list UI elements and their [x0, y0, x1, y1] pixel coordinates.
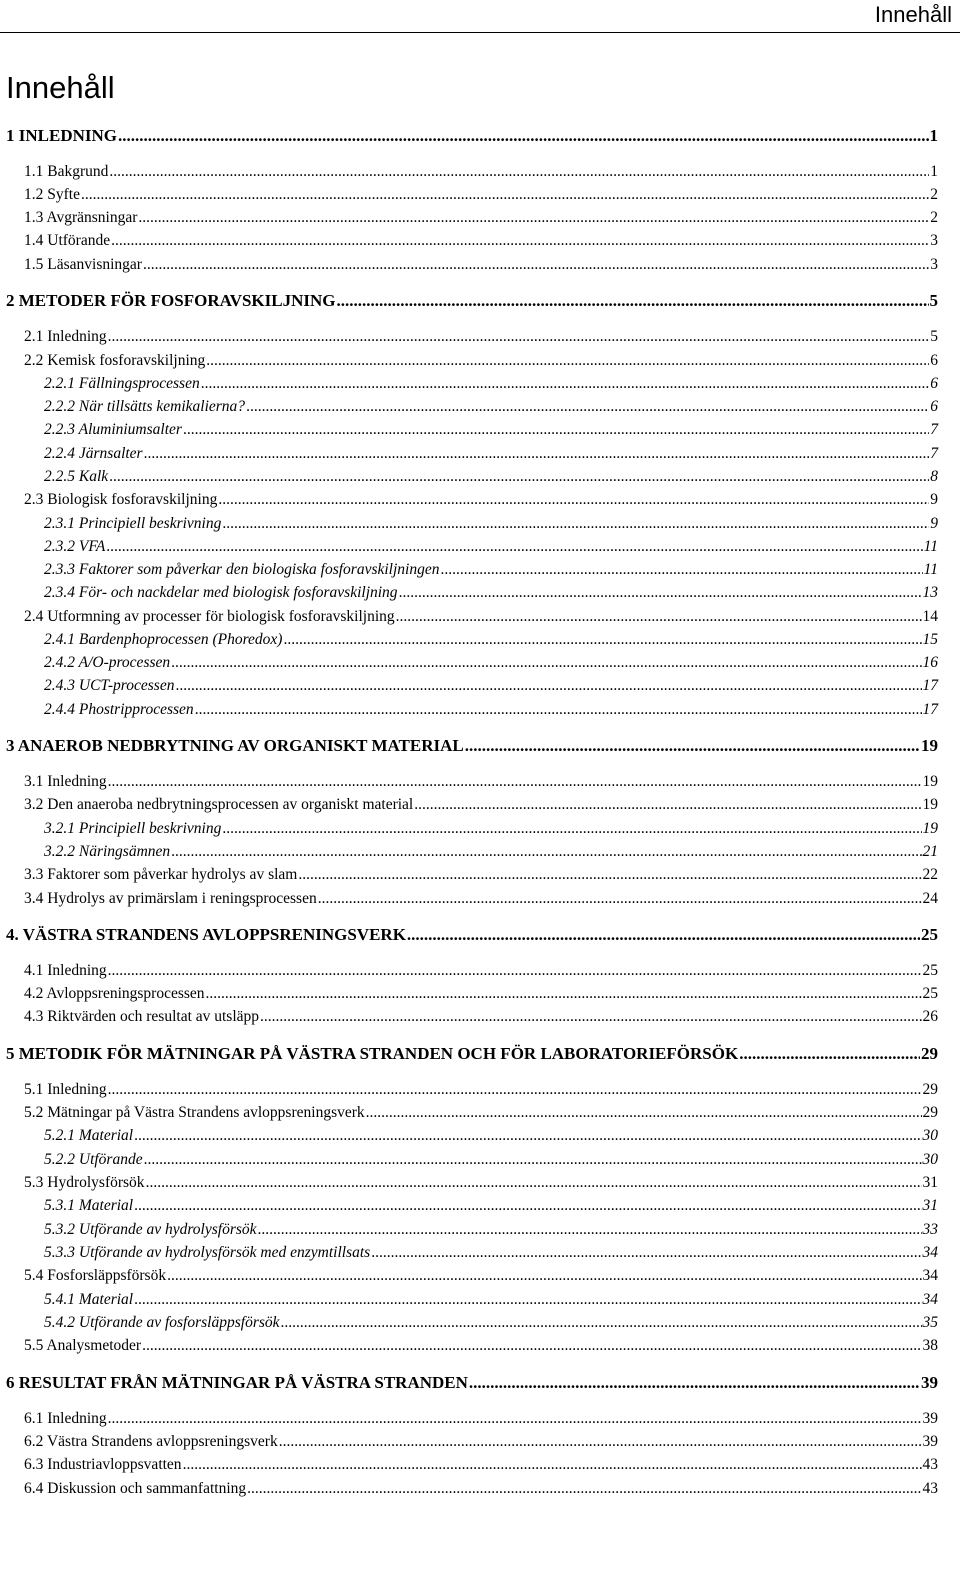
dot-leader [142, 1337, 921, 1355]
dot-leader [469, 1373, 920, 1393]
dot-leader [260, 1008, 921, 1026]
dot-leader [337, 291, 929, 311]
toc-entry-page-number: 26 [922, 1008, 938, 1025]
dot-leader [407, 925, 920, 945]
toc-entry-label: 1.3 Avgränsningar [24, 209, 138, 226]
toc-entry[interactable] [24, 773, 938, 791]
dot-leader [279, 1433, 922, 1451]
toc-entry[interactable] [44, 1291, 938, 1309]
toc-entry-page-number: 14 [922, 608, 938, 625]
dot-leader [109, 163, 929, 181]
toc-entry-page-number: 29 [922, 1081, 938, 1098]
toc-entry-label: 5.3.2 Utförande av hydrolysförsök [44, 1221, 257, 1238]
toc-entry-page-number: 24 [922, 890, 938, 907]
dot-leader [201, 375, 930, 393]
dot-leader [143, 256, 929, 274]
toc-entry-page-number: 7 [930, 421, 938, 438]
toc-entry-page-number: 35 [922, 1314, 938, 1331]
toc-entry[interactable] [44, 1151, 938, 1169]
toc-entry[interactable] [44, 561, 938, 579]
toc-entry[interactable] [24, 1104, 938, 1122]
dot-leader [206, 352, 929, 370]
dot-leader [414, 796, 921, 814]
dot-leader [108, 773, 922, 791]
dot-leader [183, 1456, 922, 1474]
toc-entry-page-number: 21 [922, 843, 938, 860]
toc-entry-page-number: 43 [922, 1456, 938, 1473]
toc-entry-label: 3.3 Faktorer som påverkar hydrolys av slam [24, 866, 298, 883]
toc-entry-page-number: 34 [922, 1267, 938, 1284]
toc-entry[interactable] [44, 538, 938, 556]
toc-entry-page-number: 25 [922, 962, 938, 979]
toc-entry-label: 2 METODER FÖR FOSFORAVSKILJNING [6, 291, 336, 310]
toc-entry[interactable] [24, 985, 938, 1003]
toc-entry-page-number: 6 [930, 375, 938, 392]
toc-entry-page-number: 8 [930, 468, 938, 485]
toc-entry-label: 3.2 Den anaeroba nedbrytningsprocessen av organiskt material [24, 796, 414, 813]
toc-entry[interactable] [44, 421, 938, 439]
dot-leader [109, 468, 929, 486]
toc-entry-page-number: 39 [922, 1433, 938, 1450]
toc-entry-label: 5 METODIK FÖR MÄTNINGAR PÅ VÄSTRA STRANDEN OCH FÖR LABORATORIEFÖRSÖK [6, 1044, 739, 1063]
toc-entry-page-number: 31 [922, 1174, 938, 1191]
dot-leader [366, 1104, 922, 1122]
toc-entry-label: 2.2.2 När tillsätts kemikalierna? [44, 398, 246, 415]
toc-entry[interactable] [24, 1081, 938, 1099]
dot-leader [183, 421, 929, 439]
toc-entry-label: 2.1 Inledning [24, 328, 107, 345]
dot-leader [175, 677, 921, 695]
toc-entry[interactable] [6, 925, 938, 945]
dot-leader [108, 1081, 922, 1099]
toc-entry[interactable] [24, 328, 938, 346]
dot-leader [281, 1314, 922, 1332]
dot-leader [108, 962, 922, 980]
toc-entry-label: 2.2.1 Fällningsprocessen [44, 375, 200, 392]
toc-entry-label: 2.4 Utformning av processer för biologisk fosforavskiljning [24, 608, 395, 625]
toc-entry-label: 1.2 Syfte [24, 186, 80, 203]
toc-entry-label: 2.3.3 Faktorer som påverkar den biologiska fosforavskiljningen [44, 561, 440, 578]
toc-entry[interactable] [24, 866, 938, 884]
toc-entry-page-number: 13 [922, 584, 938, 601]
toc-entry-page-number: 30 [922, 1127, 938, 1144]
toc-title: Innehåll [6, 70, 115, 105]
dot-leader [371, 1244, 921, 1262]
toc-entry-label: 5.3.1 Material [44, 1197, 134, 1214]
toc-entry-label: 5.1 Inledning [24, 1081, 107, 1098]
toc-entry-label: 3.2.2 Näringsämnen [44, 843, 171, 860]
toc-entry[interactable] [44, 445, 938, 463]
toc-entry-page-number: 19 [922, 820, 938, 837]
toc-entry-label: 3 ANAEROB NEDBRYTNING AV ORGANISKT MATERIAL [6, 736, 464, 755]
toc-entry-label: 2.2.5 Kalk [44, 468, 109, 485]
toc-entry[interactable] [24, 209, 938, 227]
toc-entry-label: 5.3.3 Utförande av hydrolysförsök med enzymtillsats [44, 1244, 371, 1261]
toc-entry[interactable] [24, 256, 938, 274]
dot-leader [318, 890, 922, 908]
toc-entry[interactable] [44, 1221, 938, 1239]
dot-leader [222, 515, 929, 533]
toc-entry-page-number: 11 [923, 561, 938, 578]
toc-entry[interactable] [24, 1008, 938, 1026]
toc-entry[interactable] [44, 1244, 938, 1262]
toc-entry[interactable] [24, 1410, 938, 1428]
toc-entry-label: 5.4.1 Material [44, 1291, 134, 1308]
toc-entry-label: 5.4.2 Utförande av fosforsläppsförsök [44, 1314, 280, 1331]
dot-leader [396, 608, 922, 626]
dot-leader [195, 701, 922, 719]
toc-entry[interactable] [24, 608, 938, 626]
toc-entry[interactable] [6, 1373, 938, 1393]
toc-entry-label: 6.1 Inledning [24, 1410, 107, 1427]
dot-leader [298, 866, 921, 884]
toc-entry[interactable] [44, 584, 938, 602]
toc-entry[interactable] [24, 232, 938, 250]
toc-entry[interactable] [24, 1480, 938, 1498]
dot-leader [81, 186, 929, 204]
dot-leader [171, 654, 921, 672]
toc-entry[interactable] [44, 1197, 938, 1215]
toc-entry-label: 2.2.3 Aluminiumsalter [44, 421, 182, 438]
toc-entry-label: 3.2.1 Principiell beskrivning [44, 820, 222, 837]
toc-entry-page-number: 31 [922, 1197, 938, 1214]
toc-entry-page-number: 19 [922, 796, 938, 813]
toc-entry-page-number: 34 [922, 1244, 938, 1261]
toc-entry[interactable] [24, 491, 938, 509]
dot-leader [106, 538, 922, 556]
toc-entry[interactable] [6, 126, 938, 146]
toc-entry[interactable] [44, 398, 938, 416]
toc-entry-page-number: 3 [930, 256, 938, 273]
toc-entry-label: 3.4 Hydrolys av primärslam i reningsprocessen [24, 890, 317, 907]
dot-leader [399, 584, 922, 602]
dot-leader [206, 985, 922, 1003]
dot-leader [441, 561, 923, 579]
toc-entry-page-number: 7 [930, 445, 938, 462]
toc-entry-page-number: 2 [930, 209, 938, 226]
toc-entry-page-number: 25 [922, 985, 938, 1002]
toc-entry[interactable] [44, 820, 938, 838]
toc-entry-label: 1.5 Läsanvisningar [24, 256, 142, 273]
toc-entry-label: 1.4 Utförande [24, 232, 111, 249]
dot-leader [739, 1044, 920, 1064]
toc-entry-label: 2.4.1 Bardenphoprocessen (Phoredox) [44, 631, 283, 648]
toc-entry[interactable] [24, 1337, 938, 1355]
toc-entry-label: 5.2 Mätningar på Västra Strandens avloppsreningsverk [24, 1104, 365, 1121]
toc-entry-page-number: 5 [930, 328, 938, 345]
toc-entry-page-number: 33 [922, 1221, 938, 1238]
toc-entry-label: 2.3 Biologisk fosforavskiljning [24, 491, 218, 508]
toc-entry-label: 5.3 Hydrolysförsök [24, 1174, 145, 1191]
toc-entry-label: 6.2 Västra Strandens avloppsreningsverk [24, 1433, 278, 1450]
toc-entry[interactable] [24, 1433, 938, 1451]
toc-entry-label: 2.3.4 För- och nackdelar med biologisk fosforavskiljning [44, 584, 398, 601]
dot-leader [108, 1410, 922, 1428]
toc-entry[interactable] [24, 1174, 938, 1192]
toc-entry[interactable] [44, 654, 938, 672]
toc-entry-label: 1.1 Bakgrund [24, 163, 109, 180]
toc-entry[interactable] [44, 677, 938, 695]
toc-entry-page-number: 19 [922, 773, 938, 790]
toc-entry-page-number: 43 [922, 1480, 938, 1497]
toc-entry-page-number: 9 [930, 515, 938, 532]
running-header-title: Innehåll [874, 2, 952, 27]
toc-entry-page-number: 25 [921, 925, 938, 944]
toc-entry[interactable] [44, 515, 938, 533]
toc-entry-page-number: 1 [930, 163, 938, 180]
dot-leader [134, 1291, 921, 1309]
toc-entry[interactable] [24, 1456, 938, 1474]
toc-entry[interactable] [24, 962, 938, 980]
toc-entry-page-number: 29 [921, 1044, 938, 1063]
dot-leader [167, 1267, 921, 1285]
toc-entry-page-number: 17 [922, 677, 938, 694]
toc-entry[interactable] [44, 631, 938, 649]
dot-leader [144, 445, 930, 463]
toc-entry-page-number: 16 [922, 654, 938, 671]
toc-entry-label: 6.3 Industriavloppsvatten [24, 1456, 182, 1473]
toc-entry-page-number: 6 [930, 398, 938, 415]
dot-leader [171, 843, 921, 861]
toc-entry-page-number: 19 [921, 736, 938, 755]
toc-entry-page-number: 6 [930, 352, 938, 369]
toc-entry-label: 2.4.2 A/O-processen [44, 654, 171, 671]
toc-entry-page-number: 39 [922, 1410, 938, 1427]
toc-entry-page-number: 1 [929, 126, 938, 145]
toc-entry-label: 5.4 Fosforsläppsförsök [24, 1267, 167, 1284]
toc-entry-label: 4. VÄSTRA STRANDENS AVLOPPSRENINGSVERK [6, 925, 406, 944]
toc-entry[interactable] [44, 468, 938, 486]
dot-leader [465, 736, 920, 756]
toc-entry-page-number: 29 [922, 1104, 938, 1121]
toc-entry[interactable] [44, 1127, 938, 1145]
toc-entry[interactable] [6, 291, 938, 311]
dot-leader [247, 1480, 921, 1498]
toc-entry-label: 1 INLEDNING [6, 126, 117, 145]
toc-entry[interactable] [6, 1044, 938, 1064]
toc-entry[interactable] [6, 736, 938, 756]
dot-leader [258, 1221, 922, 1239]
toc-entry-label: 4.2 Avloppsreningsprocessen [24, 985, 205, 1002]
dot-leader [218, 491, 929, 509]
toc-entry-label: 2.3.2 VFA [44, 538, 106, 555]
toc-entry[interactable] [24, 890, 938, 908]
toc-entry[interactable] [24, 796, 938, 814]
toc-entry-label: 5.2.2 Utförande [44, 1151, 143, 1168]
toc-entry-page-number: 2 [930, 186, 938, 203]
toc-entry[interactable] [44, 701, 938, 719]
toc-entry-label: 5.5 Analysmetoder [24, 1337, 142, 1354]
toc-entry-label: 4.1 Inledning [24, 962, 107, 979]
toc-entry-page-number: 22 [922, 866, 938, 883]
dot-leader [134, 1127, 921, 1145]
dot-leader [146, 1174, 922, 1192]
dot-leader [144, 1151, 922, 1169]
toc-entry[interactable] [44, 1314, 938, 1332]
toc-entry-label: 2.2.4 Järnsalter [44, 445, 143, 462]
toc-entry-page-number: 3 [930, 232, 938, 249]
toc-entry-label: 2.3.1 Principiell beskrivning [44, 515, 222, 532]
toc-entry-label: 6 RESULTAT FRÅN MÄTNINGAR PÅ VÄSTRA STRANDEN [6, 1373, 468, 1392]
toc-entry[interactable] [24, 163, 938, 181]
toc-entry-label: 3.1 Inledning [24, 773, 107, 790]
dot-leader [108, 328, 930, 346]
dot-leader [111, 232, 929, 250]
toc-entry-label: 6.4 Diskussion och sammanfattning [24, 1480, 247, 1497]
toc-entry-label: 2.4.4 Phostripprocessen [44, 701, 194, 718]
toc-entry-page-number: 17 [922, 701, 938, 718]
toc-entry-page-number: 9 [930, 491, 938, 508]
toc-entry[interactable] [24, 186, 938, 204]
toc-entry-label: 2.2 Kemisk fosforavskiljning [24, 352, 206, 369]
dot-leader [283, 631, 921, 649]
toc-entry-page-number: 38 [922, 1337, 938, 1354]
toc-entry-label: 4.3 Riktvärden och resultat av utsläpp [24, 1008, 260, 1025]
dot-leader [246, 398, 929, 416]
toc-entry[interactable] [24, 1267, 938, 1285]
dot-leader [134, 1197, 921, 1215]
toc-entry-page-number: 30 [922, 1151, 938, 1168]
toc-entry[interactable] [44, 843, 938, 861]
toc-entry-page-number: 15 [922, 631, 938, 648]
toc-entry-label: 5.2.1 Material [44, 1127, 134, 1144]
toc-entry-page-number: 39 [921, 1373, 938, 1392]
toc-entry[interactable] [44, 375, 938, 393]
toc-entry[interactable] [24, 352, 938, 370]
dot-leader [138, 209, 929, 227]
toc-entry-page-number: 34 [922, 1291, 938, 1308]
toc-entry-page-number: 11 [923, 538, 938, 555]
toc-entry-page-number: 5 [929, 291, 938, 310]
toc-entry-label: 2.4.3 UCT-processen [44, 677, 175, 694]
dot-leader [222, 820, 921, 838]
dot-leader [118, 126, 929, 146]
